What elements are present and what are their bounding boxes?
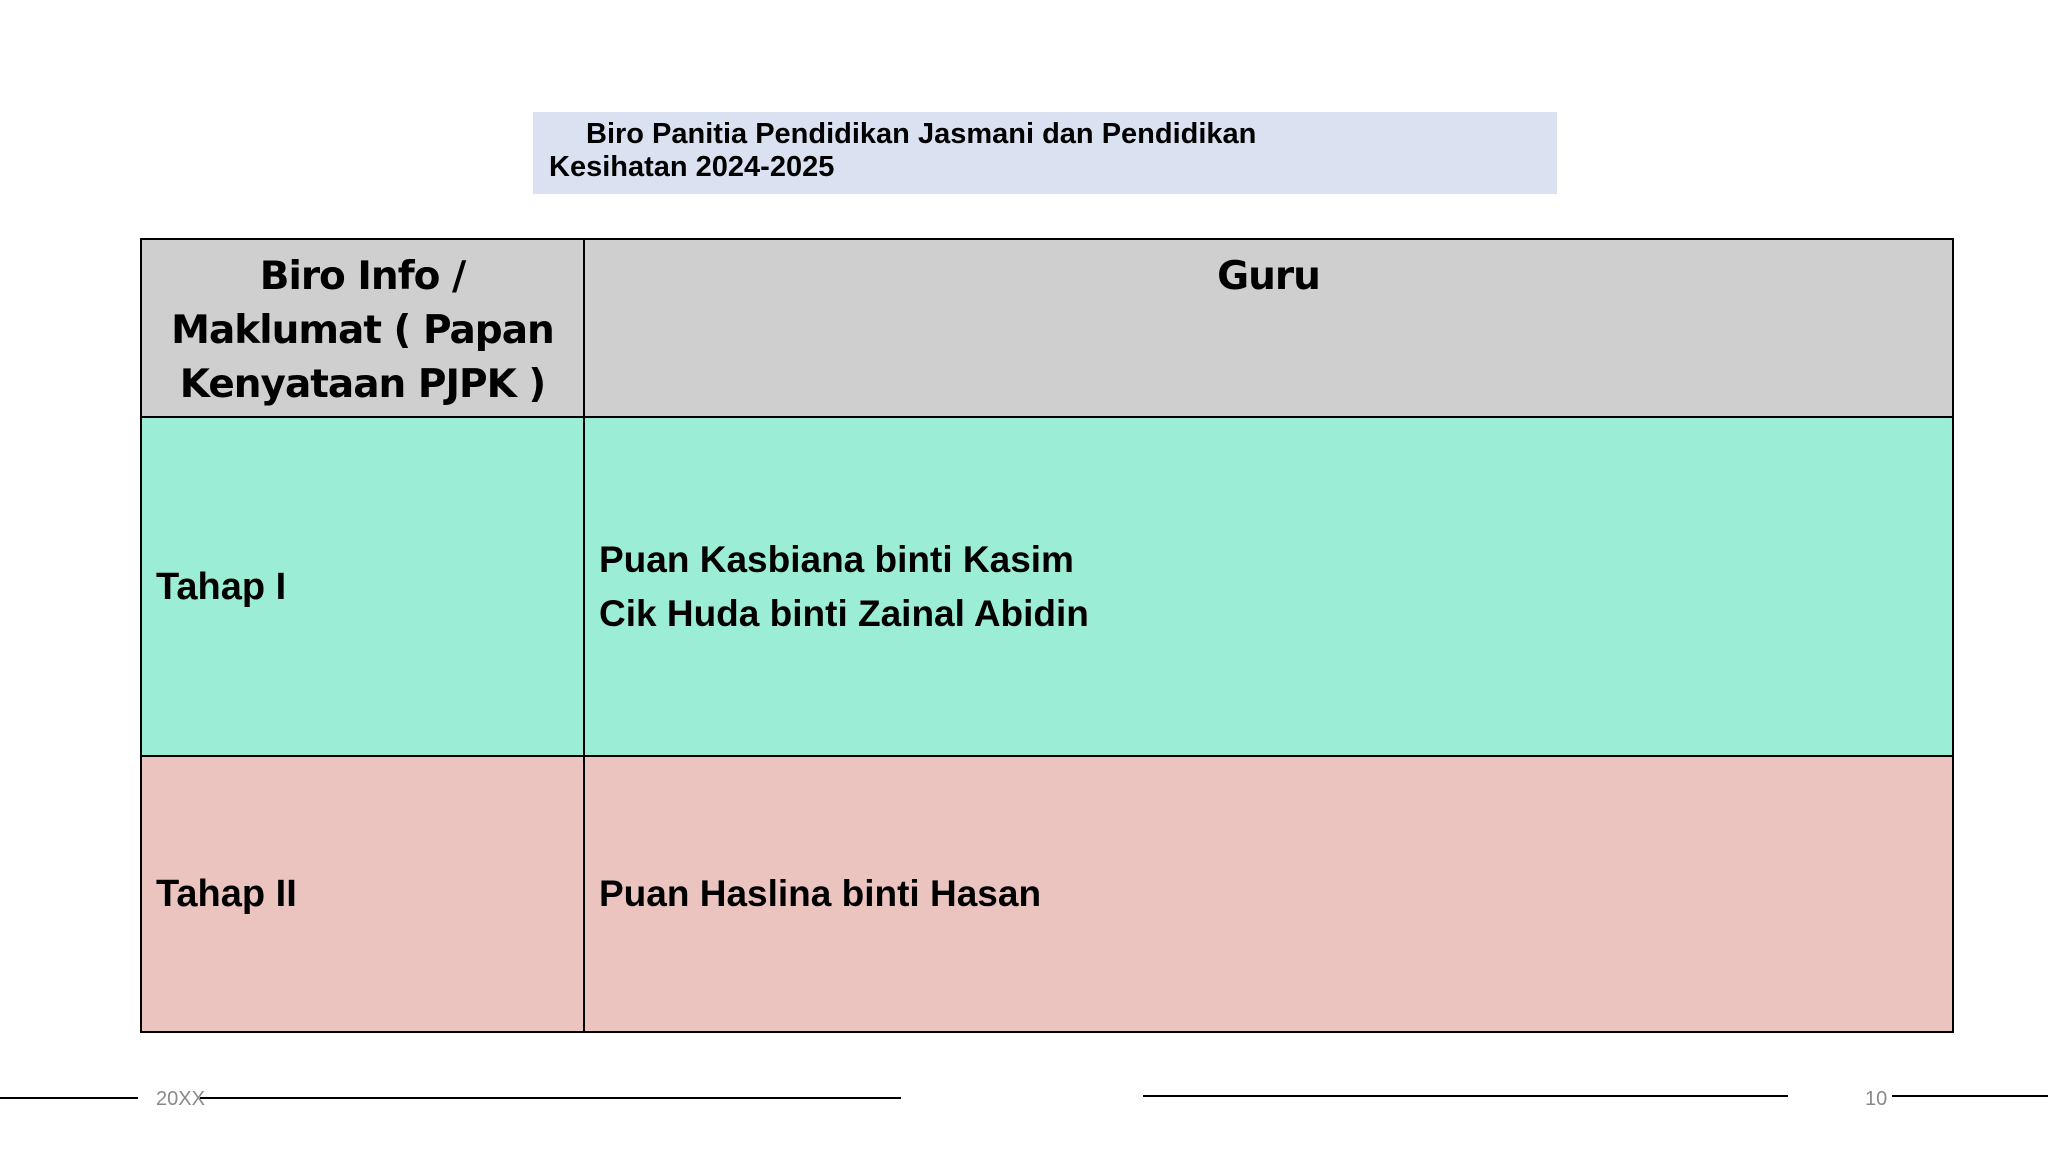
guru-name: Cik Huda binti Zainal Abidin xyxy=(599,592,1089,634)
header-guru-cell: Guru xyxy=(584,239,1953,417)
footer-divider-right-b xyxy=(1892,1095,2048,1097)
footer-date: 20XX xyxy=(156,1088,205,1110)
header-biro-line3: Kenyataan PJPK ) xyxy=(179,362,546,407)
table-header-row xyxy=(141,239,1953,417)
tahap-label: Tahap II xyxy=(141,756,584,1032)
table-row xyxy=(141,417,1953,756)
header-biro-cell xyxy=(141,239,584,417)
guru-name: Puan Haslina binti Hasan xyxy=(599,873,1042,914)
biro-table xyxy=(140,238,1954,1033)
footer-page-number: 10 xyxy=(1865,1088,1888,1110)
table-row xyxy=(141,756,1953,1032)
header-biro-line2: Maklumat ( Papan xyxy=(171,308,554,353)
slide-title xyxy=(533,112,1557,194)
footer-divider-left-b xyxy=(200,1097,901,1099)
slide-title-line1: Biro Panitia Pendidikan Jasmani dan Pendidikan xyxy=(586,118,1257,150)
tahap-label: Tahap I xyxy=(141,417,584,756)
footer-divider-right-a xyxy=(1143,1095,1788,1097)
slide-title-line2: Kesihatan 2024-2025 xyxy=(549,151,835,183)
header-biro-line1: Biro Info / xyxy=(259,254,466,299)
guru-cell xyxy=(584,756,1953,1032)
guru-name: Puan Kasbiana binti Kasim xyxy=(599,538,1074,580)
footer-divider-left-a xyxy=(0,1097,138,1099)
guru-cell xyxy=(584,417,1953,756)
